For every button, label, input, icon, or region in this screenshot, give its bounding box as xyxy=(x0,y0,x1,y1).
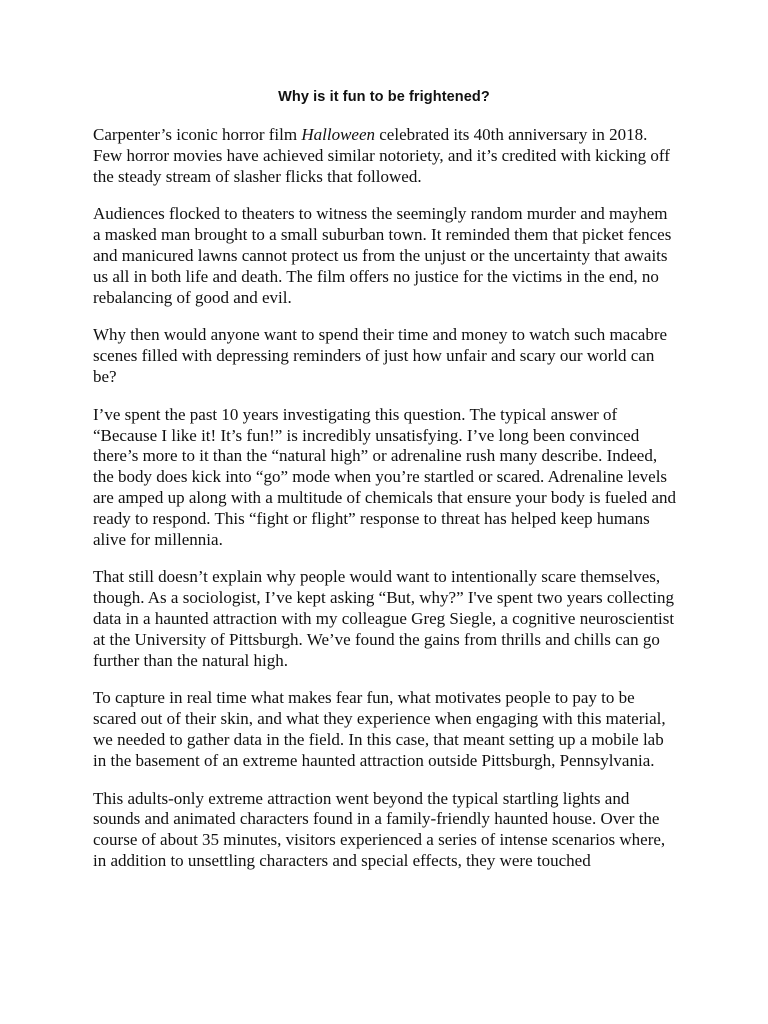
paragraph-1-before: Carpenter’s iconic horror film xyxy=(93,125,302,144)
paragraph-6: To capture in real time what makes fear fun, what motivates people to pay to be scared out of their skin, and what they experience when engaging with this material, we needed to gather data in the field. In this case, that meant setting up a mobile lab in the basement of an extreme haunted attraction outside Pittsburgh, Pennsylvania. xyxy=(93,688,666,770)
paragraph-4: I’ve spent the past 10 years investigating this question. The typical answer of “Because I like it! It’s fun!” is incredibly unsatisfying. I’ve long been convinced there’s more to it than the “natural high” or adrenaline rush many describe. Indeed, the body does kick into “go” mode when you’re startled or scared. Adrenaline levels are amped up along with a multitude of chemicals that ensure your body is fueled and ready to respond. This “fight or flight” response to threat has helped keep humans alive for millennia. xyxy=(93,404,677,549)
paragraph-7: This adults-only extreme attraction went beyond the typical startling lights and sounds and animated characters found in a family-friendly haunted house. Over the course of about 35 minutes, visitors experienced a series of intense scenarios where, in addition to unsettling characters and special effects, they were touched xyxy=(93,788,666,870)
document-body xyxy=(93,125,678,889)
paragraph-3: Why then would anyone want to spend their time and money to watch such macabre scenes filled with depressing reminders of just how unfair and scary our world can be? xyxy=(93,325,668,386)
paragraph-2: Audiences flocked to theaters to witness the seemingly random murder and mayhem a masked man brought to a small suburban town. It reminded them that picket fences and manicured lawns cannot protect us from the unjust or the uncertainty that awaits us all in both life and death. The film offers no justice for the victims in the end, no rebalancing of good and evil. xyxy=(93,204,672,307)
paragraph-1 xyxy=(93,125,678,187)
document-title: Why is it fun to be frightened? xyxy=(278,89,490,105)
film-title: Halloween xyxy=(301,125,375,144)
paragraph-1-after: celebrated its 40th anniversary in 2018. Few horror movies have achieved similar notoriety, and it’s credited with kicking off the steady stream of slasher flicks that followed. xyxy=(93,125,670,186)
paragraph-5: That still doesn’t explain why people would want to intentionally scare themselves, though. As a sociologist, I’ve kept asking “But, why?” I've spent two years collecting data in a haunted attraction with my colleague Greg Siegle, a cognitive neuroscientist at the University of Pittsburgh. We’ve found the gains from thrills and chills can go further than the natural high. xyxy=(93,567,675,670)
